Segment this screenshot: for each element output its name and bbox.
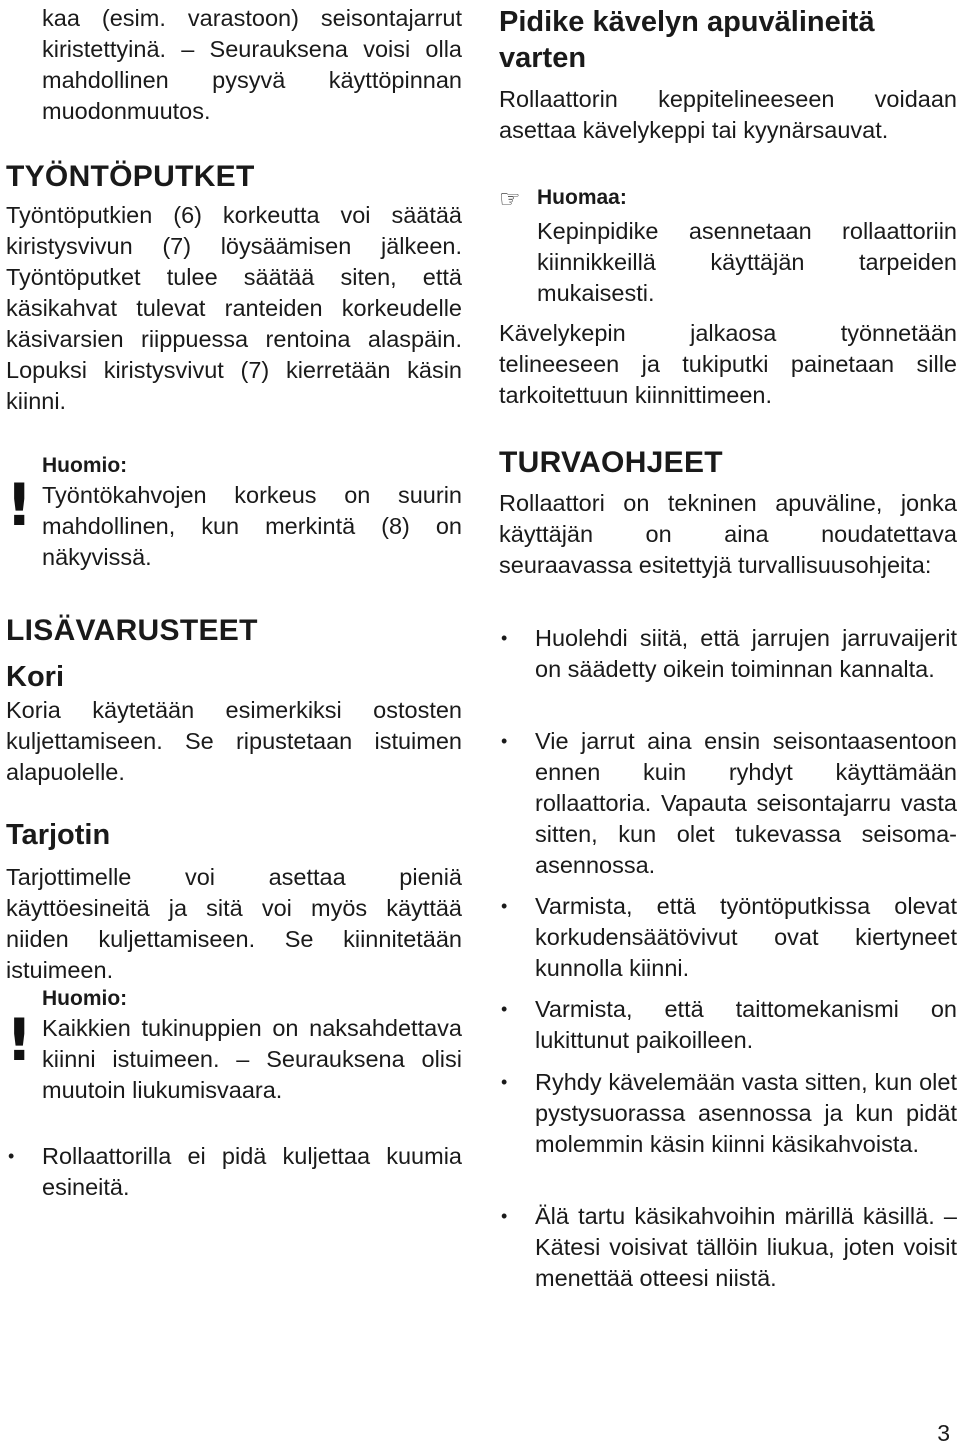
notice-label: Huomio: bbox=[42, 454, 128, 477]
pointing-hand-icon: ☞ bbox=[499, 186, 521, 213]
safety-heading: TURVAOHJEET bbox=[499, 446, 723, 479]
notice-text: Työntökahvojen korkeus on suurin mahdollinen, kun merkintä (8) on näkyvissä. bbox=[42, 482, 462, 570]
holder-text-2: Kävelykepin jalkaosa työnnetään telineeseen ja tukiputki painetaan sille tarkoitettuun kiinnittimeen. bbox=[499, 320, 957, 408]
safety-item-text: Varmista, että taittomekanismi on lukittunut paikoilleen. bbox=[535, 996, 957, 1053]
note-label: Huomaa: bbox=[537, 186, 627, 209]
basket-heading: Kori bbox=[6, 661, 64, 693]
page-number: 3 bbox=[937, 1420, 950, 1446]
tray-text: Tarjottimelle voi asettaa pieniä käyttöesineitä ja sitä voi myös käyttää niiden kuljettamiseen. Se kiinnitetään istuimeen. bbox=[6, 864, 462, 983]
basket-text: Koria käytetään esimerkiksi ostosten kuljettamiseen. Se ripustetaan istuimen alapuolelle. bbox=[6, 697, 462, 785]
bullet-icon: • bbox=[501, 1072, 508, 1092]
holder-note bbox=[499, 184, 957, 309]
tray-heading: Tarjotin bbox=[6, 819, 111, 851]
holder-text: Rollaattorin keppitelineeseen voidaan asettaa kävelykeppi tai kyynärsauvat. bbox=[499, 86, 957, 143]
notice-text: Kaikkien tukinuppien on naksahdettava kiinni istuimeen. – Seurauksena olisi muutoin liukumisvaara. bbox=[42, 1015, 462, 1103]
safety-item-text: Ryhdy kävelemään vasta sitten, kun olet pystysuorassa asennossa ja kun pidät molemmin käsin kiinni käsikahvoista. bbox=[535, 1069, 957, 1157]
warning-icon: ! bbox=[6, 471, 33, 539]
intro-text: kaa (esim. varastoon) seisontajarrut kiristettyinä. – Seurauksena voisi olla mahdollinen pysyvä käyttöpinnan muodonmuutos. bbox=[42, 5, 462, 124]
safety-item-text: Huolehdi siitä, että jarrujen jarruvaijerit on säädetty oikein toiminnan kannalta. bbox=[535, 625, 957, 682]
notice-knobs bbox=[6, 985, 462, 1106]
safety-item-text: Vie jarrut aina ensin seisontaasentoon ennen kuin ryhdyt käyttämään rollaattoria. Vapauta seisontajarru vasta sitten, kun olet tukevassa seisoma-asennossa. bbox=[535, 728, 957, 878]
warning-icon: ! bbox=[6, 1006, 33, 1074]
safety-item-text: Älä tartu käsikahvoihin märillä käsillä. – Kätesi voisivat tällöin liukua, joten voisit menettää otteesi niistä. bbox=[535, 1203, 957, 1291]
safety-item-text: Varmista, että työntöputkissa olevat korkudensäätövivut ovat kiertyneet kunnolla kiinni. bbox=[535, 893, 957, 981]
bullet-icon: • bbox=[501, 1206, 508, 1226]
tray-bullet bbox=[6, 1141, 462, 1203]
holder-heading: Pidike kävelyn apuvälineitä varten bbox=[499, 6, 875, 74]
bullet-icon: • bbox=[501, 896, 508, 916]
note-text: Kepinpidike asennetaan rollaattoriin kiinnikkeillä käyttäjän tarpeiden mukaisesti. bbox=[537, 218, 957, 306]
safety-item bbox=[499, 1067, 957, 1160]
safety-item bbox=[499, 891, 957, 984]
bullet-icon: • bbox=[501, 731, 508, 751]
notice-label: Huomio: bbox=[42, 987, 128, 1010]
bullet-icon: • bbox=[8, 1146, 15, 1166]
tray-bullet-text: Rollaattorilla ei pidä kuljettaa kuumia esineitä. bbox=[42, 1143, 462, 1200]
push-tubes-heading: TYÖNTÖPUTKET bbox=[6, 160, 255, 193]
safety-item bbox=[499, 623, 957, 685]
safety-item bbox=[499, 994, 957, 1056]
safety-item bbox=[499, 1201, 957, 1294]
safety-intro: Rollaattori on tekninen apuväline, jonka käyttäjän on aina noudatettava seuraavassa esitettyjä turvallisuusohjeita: bbox=[499, 490, 957, 578]
accessories-heading: LISÄVARUSTEET bbox=[6, 614, 258, 647]
bullet-icon: • bbox=[501, 628, 508, 648]
push-tubes-text: Työntöputkien (6) korkeutta voi säätää kiristysvivun (7) löysäämisen jälkeen. Työntöputket tulee säätää siten, että käsikahvat tulevat ranteiden korkeudelle käsivarsien riippuessa rentoina alaspäin. Lopuksi kiristysvivut (7) kierretään käsin kiinni. bbox=[6, 202, 462, 414]
notice-height bbox=[6, 452, 462, 573]
safety-item bbox=[499, 726, 957, 881]
bullet-icon: • bbox=[501, 999, 508, 1019]
